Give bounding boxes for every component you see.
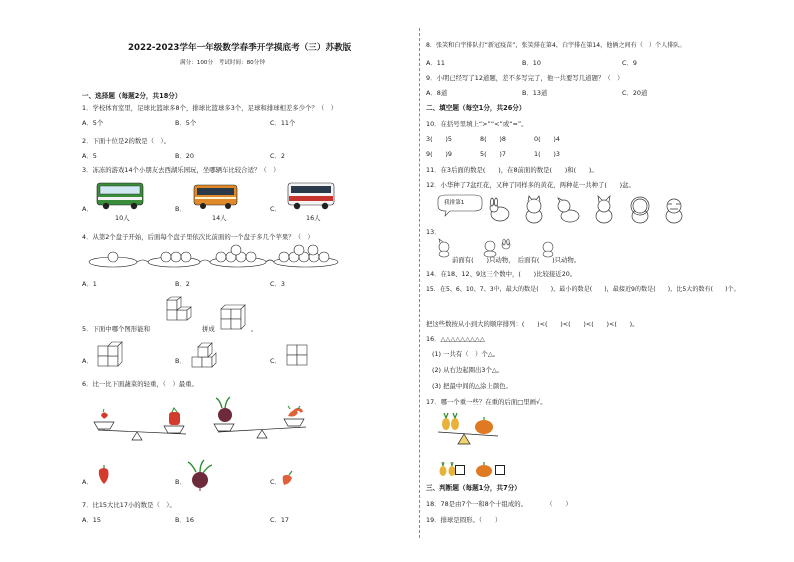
q11-text: 11．在3后面的数是( )，在8前面的数是( )和( )。	[426, 166, 598, 174]
section-judge-title: 三、判断题（每题1分，共7分）	[426, 484, 521, 492]
q5-option-a[interactable]: A．	[82, 357, 93, 365]
q3-option-b[interactable]: B．	[175, 205, 186, 213]
q1-option-c[interactable]: C．11个	[270, 119, 296, 127]
q5-stem: 5．下面中哪个图形能和	[82, 325, 150, 333]
bus-b-capacity: 14人	[212, 214, 227, 222]
q10-r1-c2[interactable]: 8( )8	[480, 135, 506, 143]
q4-option-c[interactable]: C．3	[270, 280, 285, 288]
balance-scale-2-image	[212, 394, 312, 444]
q7-option-a[interactable]: A．15	[82, 516, 101, 524]
q12-text: 12．小华种了7盆红花，又种了同样多的黄花，两种花一共种了( )盆。	[426, 181, 635, 189]
orange-bus-image	[193, 182, 239, 210]
bus-a-capacity: 10人	[115, 214, 130, 222]
section-choice-title: 一、选择题（每题2分，共18分）	[82, 92, 182, 100]
q6-option-c[interactable]: C．	[270, 478, 281, 486]
pumpkin-answer-box[interactable]	[495, 465, 505, 475]
q6-option-b[interactable]: B．	[175, 478, 186, 486]
q2-option-c[interactable]: C．2	[270, 152, 285, 160]
q5-option-b[interactable]: B．	[175, 357, 186, 365]
q16-part3: (3) 把最中间的△涂上颜色。	[432, 382, 512, 390]
exam-meta: 满分：100分 考试时间：80分钟	[180, 60, 265, 66]
q8-option-b[interactable]: B．10	[522, 59, 541, 67]
q4-stem: 4．从第2个盘子开始，后面每个盘子里依次比前面的一个盘子多几个苹果？（ ）	[82, 233, 314, 241]
q7-option-c[interactable]: C．17	[270, 516, 289, 524]
q3-option-a[interactable]: A．	[82, 205, 93, 213]
q2-option-b[interactable]: B．20	[175, 152, 194, 160]
red-bus-image	[287, 180, 337, 210]
q16-part1: (1) 一共有（ ）个△。	[432, 350, 500, 358]
pumpkin-choice-image	[474, 460, 494, 478]
q8-option-c[interactable]: C．9	[622, 59, 637, 67]
q7-stem: 7．比15大比17小的数是（ ）。	[82, 501, 176, 509]
q5-option-c-shape	[285, 337, 317, 369]
q2-option-a[interactable]: A．5	[82, 152, 97, 160]
q10-stem: 10．在括号里填上“>”“<”或“=”。	[426, 120, 528, 128]
pineapple-answer-box[interactable]	[455, 465, 465, 475]
q6-stem: 6．比一比下面蔬菜的轻重，（ ）最重。	[82, 380, 198, 388]
q18-text: 18．78是由7个一和8个十组成的。 （ ）	[426, 500, 572, 508]
pepper-option-image	[96, 464, 112, 486]
q5-cube-shape-given	[161, 297, 193, 333]
q9-option-a[interactable]: A．8道	[426, 89, 448, 97]
q6-option-a[interactable]: A．	[82, 478, 93, 486]
q19-text: 19．排球是圆形。（ ）	[426, 516, 502, 524]
q15-order-text: 把这些数按从小到大的顺序排列：( )<( )<( )<( )<( )。	[426, 320, 639, 328]
q14-text: 14．在18、12、9这三个数中，( )比较接近20。	[426, 270, 577, 278]
q7-option-b[interactable]: B．16	[175, 516, 194, 524]
q9-option-c[interactable]: C．20道	[622, 89, 648, 97]
q8-option-a[interactable]: A．11	[426, 59, 445, 67]
q5-option-b-shape	[190, 337, 224, 371]
apple-plates-image	[88, 244, 338, 270]
q5-option-c[interactable]: C．	[270, 357, 281, 365]
column-divider	[419, 28, 420, 538]
pineapple-pumpkin-scale-image	[436, 410, 500, 448]
q1-option-a[interactable]: A．5个	[82, 119, 104, 127]
q17-stem: 17．哪一个重一些？在重的后面□里画√。	[426, 398, 547, 406]
section-fill-title: 二、填空题（每空1分，共26分）	[426, 104, 526, 112]
q10-r2-c1[interactable]: 9( )9	[426, 150, 452, 158]
first-place-bubble-text: 我排第1	[444, 200, 465, 206]
bus-c-capacity: 16人	[306, 214, 321, 222]
q13-line: 前面有( )只动物， 后面有( )只动物。	[452, 256, 581, 264]
q8-stem: 8．张笑和白宇排队打“新冠疫苗”，张笑排在第4，白宇排在第14，他俩之间有（ ）个人排队。	[426, 42, 686, 49]
q10-r1-c3[interactable]: 0( )4	[534, 135, 560, 143]
q5-stem-end: 。	[251, 325, 258, 333]
q3-stem: 3．冻冻的游戏14个小朋友去西湖乐园玩，坐哪辆车比较合适？（ ）	[82, 166, 280, 174]
q5-cube-shape-target	[219, 301, 249, 331]
page-title: 2022-2023学年一年级数学春季开学摸底考（三）苏教版	[128, 43, 352, 53]
q10-r2-c3[interactable]: 1( )3	[534, 150, 560, 158]
carrot-option-image	[280, 470, 296, 488]
q1-stem: 1．学校体育室里，足球比篮球多8个，排球比篮球多3个，足球和排球相差多少个？（ ）	[82, 104, 338, 112]
green-bus-image	[96, 180, 146, 210]
q1-option-b[interactable]: B．5个	[175, 119, 197, 127]
q16-part2: (2) 从右边起圈出3个△。	[432, 366, 504, 374]
animal-line-image	[436, 194, 736, 230]
q5-option-a-shape	[96, 341, 128, 371]
q5-stem-mid: 拼成	[202, 325, 215, 333]
beet-option-image	[186, 458, 216, 492]
q10-r2-c2[interactable]: 5( )7	[480, 150, 506, 158]
q4-option-b[interactable]: B．2	[175, 280, 190, 288]
q4-option-a[interactable]: A．1	[82, 280, 97, 288]
q10-r1-c1[interactable]: 3( )5	[426, 135, 452, 143]
q16-stem: 16．△△△△△△△△△	[426, 335, 485, 343]
balance-scale-1-image	[92, 396, 192, 444]
q9-option-b[interactable]: B．13道	[522, 89, 548, 97]
q2-stem: 2．下面十位是2的数是（ ）。	[82, 137, 171, 145]
q15-text: 15．在5、6、10、7、3中，最大的数是( )，最小的数是( )，最接近9的数是( )，比5大的数有( )个。	[426, 286, 740, 293]
q13-label: 13．	[426, 228, 441, 236]
q3-option-c[interactable]: C．	[270, 205, 281, 213]
q9-stem: 9．小明已经写了12道题，差不多写完了，他一共要写几道题？（ ）	[426, 74, 624, 82]
